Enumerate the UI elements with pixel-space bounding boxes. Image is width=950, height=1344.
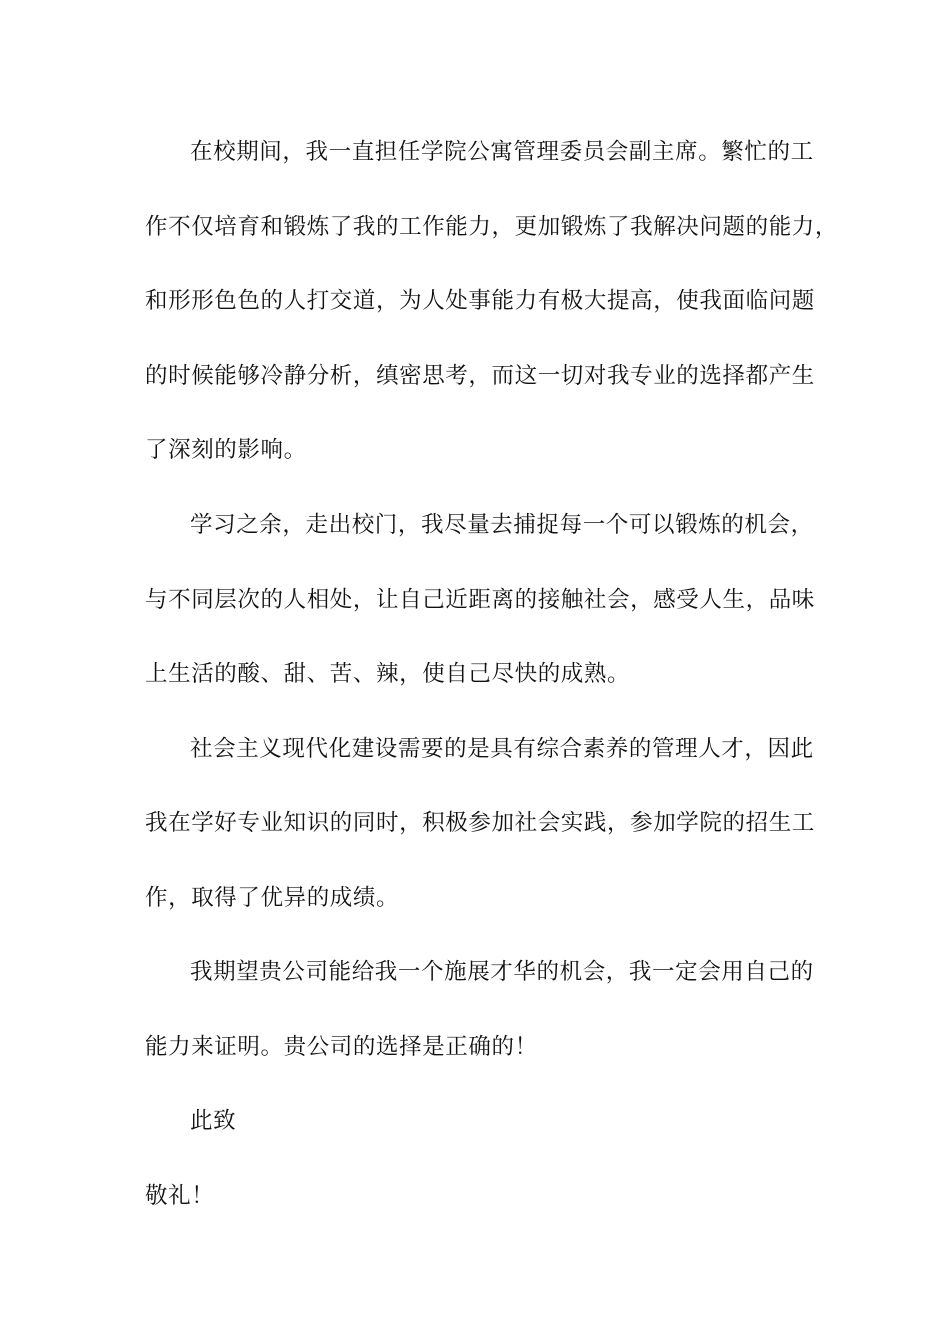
paragraph-1-line-5: 了深刻的影响。 bbox=[145, 437, 307, 463]
paragraph-1-line-3: 和形形色色的人打交道，为人处事能力有极大提高，使我面临问题 bbox=[145, 288, 815, 314]
paragraph-2-line-3: 上生活的酸、甜、苦、辣，使自己尽快的成熟。 bbox=[145, 661, 631, 687]
paragraph-2-line-1: 学习之余，走出校门，我尽量去捕捉每一个可以锻炼的机会， bbox=[190, 512, 814, 538]
paragraph-2-line-2: 与不同层次的人相处，让自己近距离的接触社会，感受人生，品味 bbox=[145, 587, 815, 613]
paragraph-1-line-1: 在校期间，我一直担任学院公寓管理委员会副主席。繁忙的工 bbox=[190, 139, 814, 165]
paragraph-4-line-1: 我期望贵公司能给我一个施展才华的机会，我一定会用自己的 bbox=[190, 959, 814, 985]
paragraph-3-line-3: 作，取得了优异的成绩。 bbox=[145, 885, 400, 911]
paragraph-3-line-1: 社会主义现代化建设需要的是具有综合素养的管理人才，因此 bbox=[190, 736, 814, 762]
paragraph-3-line-2: 我在学好专业知识的同时，积极参加社会实践，参加学院的招生工 bbox=[145, 810, 815, 836]
paragraph-4-line-2: 能力来证明。贵公司的选择是正确的！ bbox=[145, 1034, 538, 1060]
salutation: 敬礼！ bbox=[145, 1183, 215, 1209]
closing-phrase: 此致 bbox=[190, 1108, 237, 1134]
paragraph-1-line-4: 的时候能够冷静分析，缜密思考，而这一切对我专业的选择都产生 bbox=[145, 363, 815, 389]
paragraph-1-line-2: 作不仅培育和锻炼了我的工作能力，更加锻炼了我解决问题的能力， bbox=[145, 214, 839, 240]
